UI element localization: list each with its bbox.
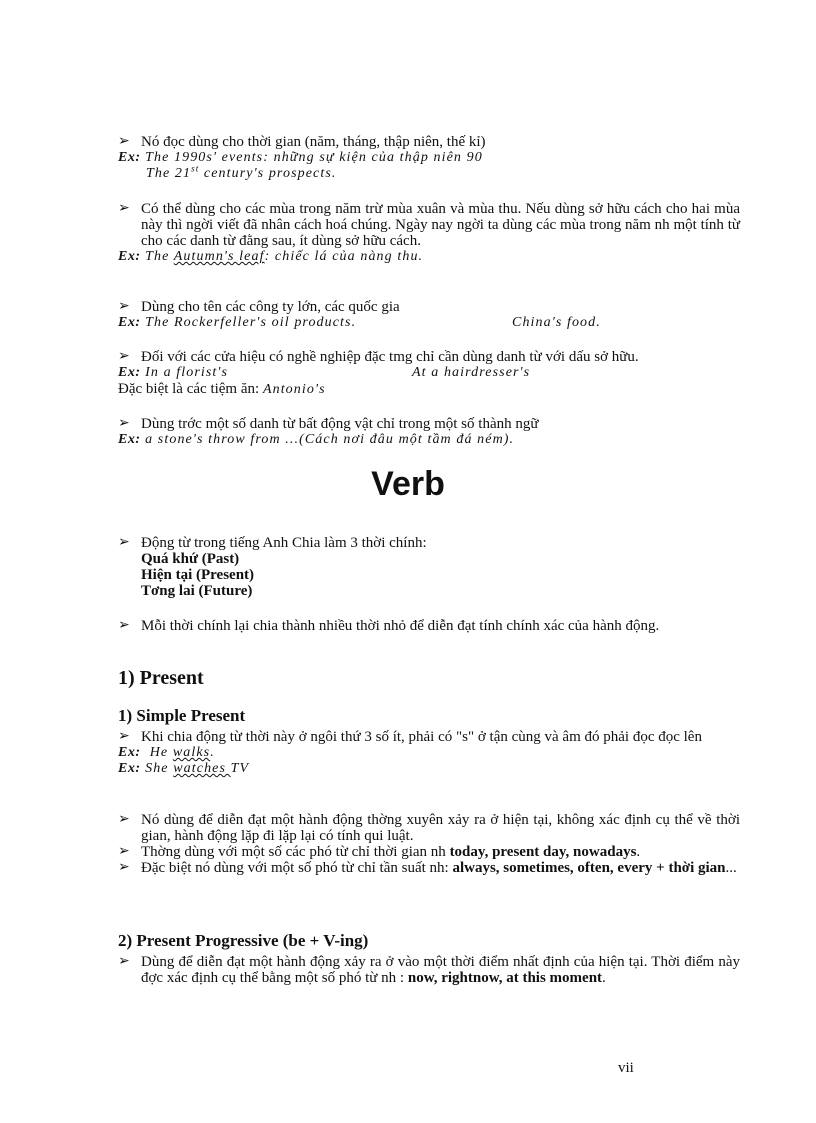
bold-adverbs: always, sometimes, often, every + thời gian bbox=[452, 860, 726, 876]
bullet-text: Động từ trong tiếng Anh Chia làm 3 thời chính: bbox=[141, 535, 427, 551]
bullet-text: Dùng để diễn đạt một hành động xảy ra ở vào một thời điểm nhất định của hiện tại. Thời điểm này đợc xác định cụ thể bằng một số phó từ nh : bbox=[141, 954, 740, 986]
underlined-example: walks bbox=[172, 745, 211, 760]
bullet-item bbox=[118, 860, 740, 876]
bullet-text: Có thể dùng cho các mùa trong năm trừ mùa xuân và mùa thu. Nếu dùng sở hữu cách cho hai mùa này thì ngời viết đã nhân cách hoá chúng. Ngày nay ngời ta dùng các mùa trong năm nh một tính từ cho các danh từ đằng sau, ít dùng sở hữu cách. bbox=[141, 201, 740, 249]
example-text: She bbox=[145, 761, 174, 776]
section-idioms bbox=[118, 416, 740, 448]
bullet-item bbox=[118, 535, 740, 599]
simple-present-heading: 1) Simple Present bbox=[118, 706, 246, 725]
section-shops bbox=[118, 349, 740, 398]
example-text: TV bbox=[230, 761, 250, 776]
section-verb-split bbox=[118, 618, 740, 634]
arrow-bullet-icon: ➢ bbox=[118, 416, 130, 431]
bullet-item bbox=[118, 618, 740, 634]
present-heading: 1) Present bbox=[118, 667, 204, 689]
arrow-bullet-icon: ➢ bbox=[118, 812, 130, 827]
example-line bbox=[118, 249, 740, 265]
bullet-text: Mỗi thời chính lại chia thành nhiều thời nhỏ để diễn đạt tính chính xác của hành động. bbox=[141, 618, 660, 634]
bullet-text: ... bbox=[725, 860, 737, 876]
bullet-text: Đặc biệt nó dùng với một số phó từ chỉ tần suất nh: bbox=[141, 860, 453, 876]
bold-adverbs: now, rightnow, at this moment bbox=[407, 970, 603, 986]
arrow-bullet-icon: ➢ bbox=[118, 618, 130, 633]
arrow-bullet-icon: ➢ bbox=[118, 535, 130, 550]
example-label: Ex: bbox=[118, 315, 141, 330]
tense-future: Tơng lai (Future) bbox=[141, 583, 253, 599]
example-label: Ex: bbox=[118, 365, 141, 380]
underlined-example: Autumn's leaf bbox=[173, 249, 265, 264]
bullet-text: Khi chia động từ thời này ở ngôi thứ 3 số ít, phải có "s" ở tận cùng và âm đó phải đọc đọc lên bbox=[141, 729, 702, 745]
example-text: He bbox=[149, 745, 173, 760]
bullet-item bbox=[118, 729, 740, 745]
bullet-item bbox=[118, 201, 740, 249]
example-label: Ex: bbox=[118, 745, 141, 760]
bullet-text: Dùng cho tên các công ty lớn, các quốc gia bbox=[141, 299, 400, 315]
example-line bbox=[118, 745, 740, 761]
bullet-text: . bbox=[636, 844, 641, 860]
present-progressive-heading: 2) Present Progressive (be + V-ing) bbox=[118, 931, 369, 950]
section-companies bbox=[118, 299, 740, 331]
example-line bbox=[118, 365, 740, 381]
bullet-content bbox=[141, 844, 740, 860]
bullet-item bbox=[118, 812, 740, 844]
example-text: In a florist's bbox=[145, 365, 229, 380]
example-text: century's prospects. bbox=[199, 166, 337, 181]
bullet-item bbox=[118, 299, 740, 315]
arrow-bullet-icon: ➢ bbox=[118, 729, 130, 744]
bullet-item bbox=[118, 349, 740, 365]
arrow-bullet-icon: ➢ bbox=[118, 299, 130, 314]
example-label: Ex: bbox=[118, 761, 141, 776]
example-text: . bbox=[210, 745, 215, 760]
arrow-bullet-icon: ➢ bbox=[118, 844, 130, 859]
bullet-text: . bbox=[602, 970, 606, 986]
section-simple-present-usage bbox=[118, 812, 740, 876]
example-text: China's food. bbox=[512, 315, 601, 330]
example-line bbox=[118, 432, 740, 448]
bullet-text: Thờng dùng với một số các phó từ chỉ thời gian nh bbox=[141, 844, 450, 860]
example-text: The 1990s' events: những sự kiện của thập niên 90 bbox=[145, 150, 483, 165]
example-text: The bbox=[145, 249, 174, 264]
bullet-item bbox=[118, 954, 740, 986]
page-number: vii bbox=[618, 1060, 634, 1076]
section-time-usage bbox=[118, 134, 740, 182]
example-label: Ex: bbox=[118, 150, 141, 165]
bullet-text: Dùng trớc một số danh từ bất động vật chỉ trong một số thành ngữ bbox=[141, 416, 539, 432]
note-text: Đặc biệt là các tiệm ăn: bbox=[118, 381, 263, 397]
arrow-bullet-icon: ➢ bbox=[118, 201, 130, 216]
bullet-item bbox=[118, 134, 740, 150]
section-simple-present bbox=[118, 729, 740, 777]
arrow-bullet-icon: ➢ bbox=[118, 954, 130, 969]
bullet-content bbox=[141, 954, 740, 986]
underlined-example: watches bbox=[173, 761, 231, 776]
arrow-bullet-icon: ➢ bbox=[118, 134, 130, 149]
note-example: Antonio's bbox=[262, 382, 326, 397]
example-label: Ex: bbox=[118, 249, 141, 264]
bullet-text: Đối với các cửa hiệu có nghề nghiệp đặc tmg chỉ cần dùng danh từ với dấu sở hữu. bbox=[141, 349, 639, 365]
example-text: : chiếc lá của nàng thu. bbox=[264, 249, 424, 264]
verb-title: Verb bbox=[371, 465, 445, 503]
example-text: At a hairdresser's bbox=[412, 365, 531, 380]
tense-past: Quá khứ (Past) bbox=[141, 551, 240, 567]
bullet-text: Nó đọc dùng cho thời gian (năm, tháng, thập niên, thế kỉ) bbox=[141, 134, 486, 150]
section-present-progressive bbox=[118, 954, 740, 986]
bullet-content bbox=[141, 860, 740, 876]
bullet-text: Nó dùng để diễn đạt một hành động thờng xuyên xảy ra ở hiện tại, không xác định cụ thể về thời gian, hành động lặp đi lặp lại có tính qui luật. bbox=[141, 812, 740, 844]
bullet-item bbox=[118, 844, 740, 860]
bullet-content bbox=[141, 535, 740, 599]
bullet-item bbox=[118, 416, 740, 432]
note-line bbox=[118, 381, 740, 398]
example-line bbox=[118, 761, 740, 777]
bold-adverbs: today, present day, nowadays bbox=[449, 844, 637, 860]
superscript: st bbox=[191, 163, 200, 174]
example-line bbox=[118, 150, 740, 166]
section-seasons bbox=[118, 201, 740, 265]
example-line bbox=[118, 163, 740, 182]
tense-present: Hiện tại (Present) bbox=[141, 567, 255, 583]
example-line bbox=[118, 315, 740, 331]
example-text: The 21 bbox=[146, 166, 192, 181]
example-text: a stone's throw from ...(Cách nơi đâu một tầm đá ném). bbox=[145, 432, 515, 447]
arrow-bullet-icon: ➢ bbox=[118, 349, 130, 364]
section-verb-intro bbox=[118, 535, 740, 599]
example-text: The Rockerfeller's oil products. bbox=[145, 315, 357, 330]
arrow-bullet-icon: ➢ bbox=[118, 860, 130, 875]
example-label: Ex: bbox=[118, 432, 141, 447]
